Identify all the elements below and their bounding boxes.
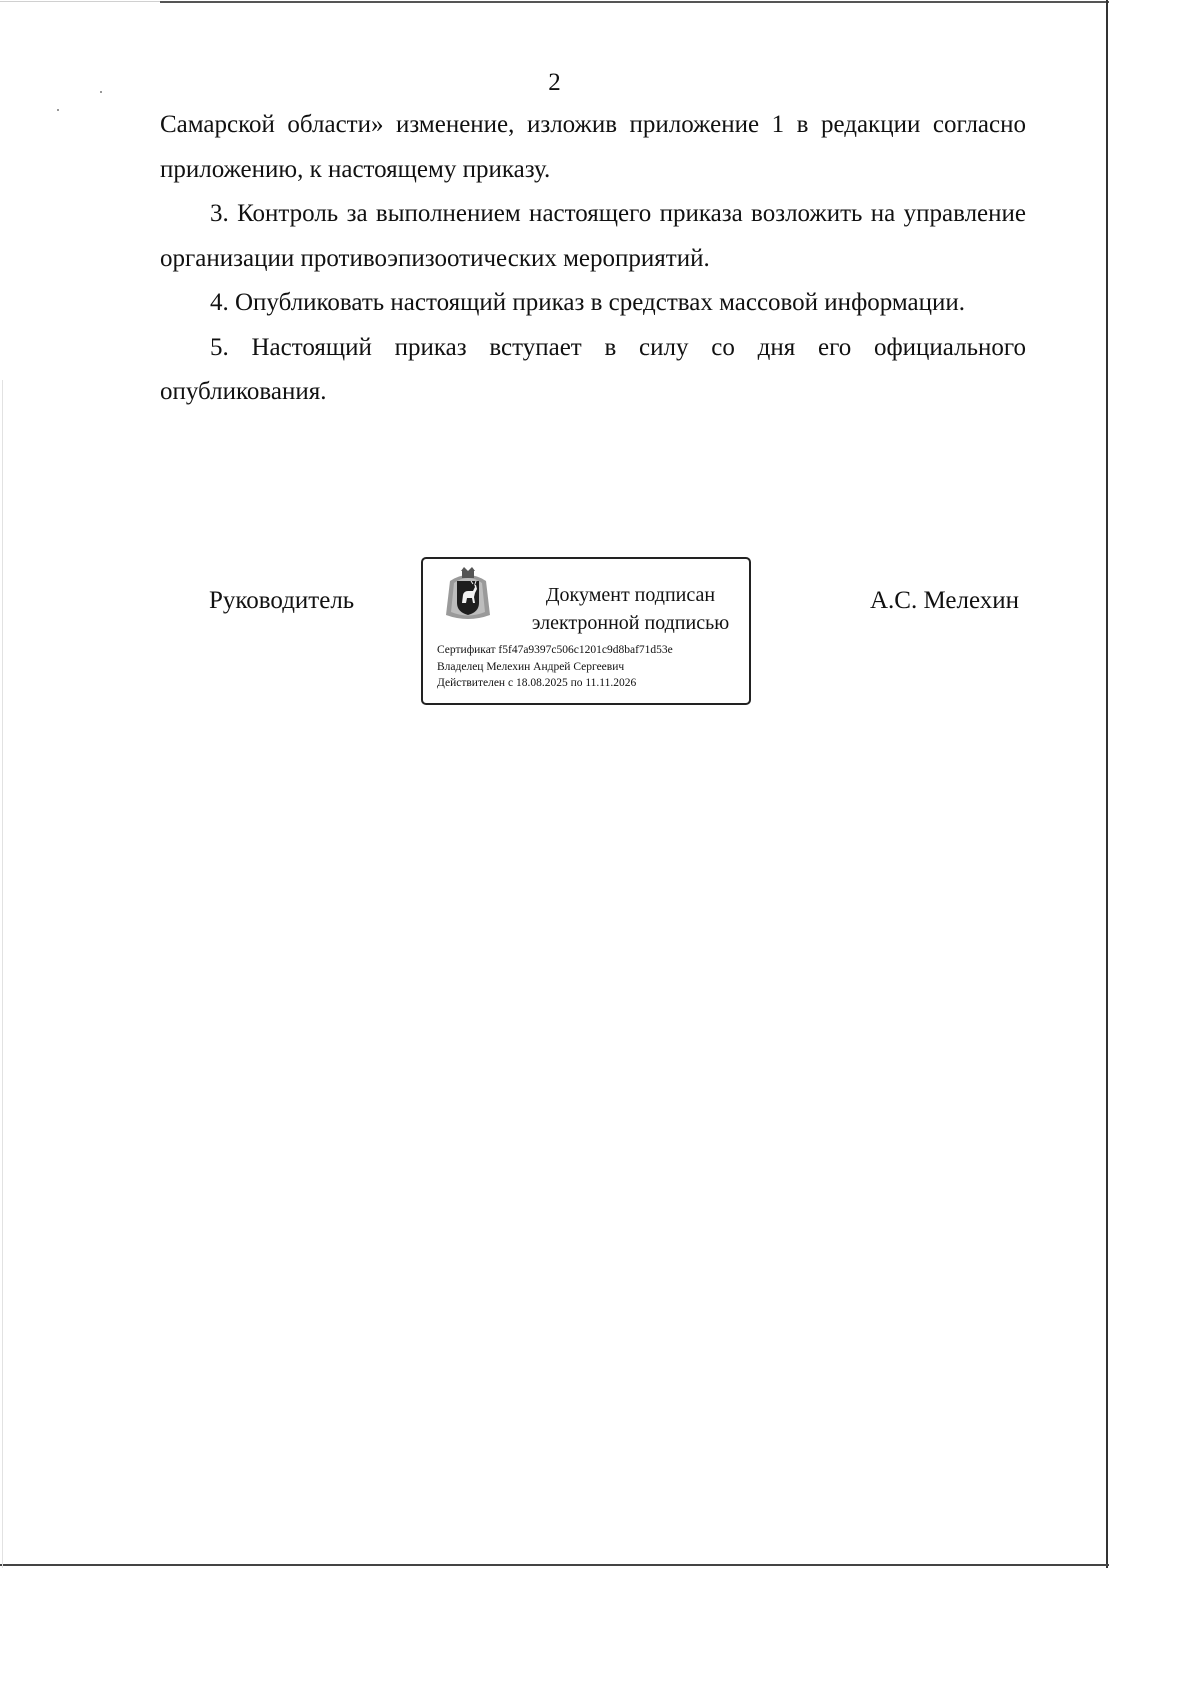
paragraph-continuation: Самарской области» изменение, изложив приложение 1 в редакции согласно приложению, к настоящему приказу. <box>160 111 1026 183</box>
scan-edge-left <box>2 380 3 1568</box>
samara-coat-of-arms-icon <box>440 567 496 625</box>
paragraph-item-5: 5. Настоящий приказ вступает в силу со дня его официального опубликования. <box>160 333 1026 405</box>
stamp-title-line-2: электронной подписью <box>531 612 730 634</box>
stamp-details <box>437 642 747 692</box>
scan-edge-right <box>1106 0 1108 1568</box>
scan-edge-top-faint <box>0 1 160 2</box>
electronic-signature-stamp <box>421 557 751 705</box>
stamp-validity: Действителен с 18.08.2025 по 11.11.2026 <box>437 677 637 689</box>
stamp-title-line-1: Документ подписан <box>545 584 716 606</box>
scan-edge-top <box>160 1 1109 3</box>
paragraph-item-3: 3. Контроль за выполнением настоящего приказа возложить на управление организации противоэпизоотических мероприятий. <box>160 200 1026 272</box>
document-body <box>160 103 1026 415</box>
stamp-owner: Владелец Мелехин Андрей Сергеевич <box>437 660 625 673</box>
paragraph-item-4: 4. Опубликовать настоящий приказ в средствах массовой информации. <box>210 289 966 316</box>
signatory-name: А.С. Мелехин <box>870 587 1019 614</box>
page-number: 2 <box>548 69 561 96</box>
stamp-title <box>503 581 758 637</box>
stamp-certificate: Сертификат f5f47a9397c506c1201c9d8baf71d53e <box>437 644 673 656</box>
scan-edge-bottom <box>0 1564 1109 1566</box>
scan-speck <box>57 109 59 111</box>
signatory-position: Руководитель <box>209 587 355 614</box>
